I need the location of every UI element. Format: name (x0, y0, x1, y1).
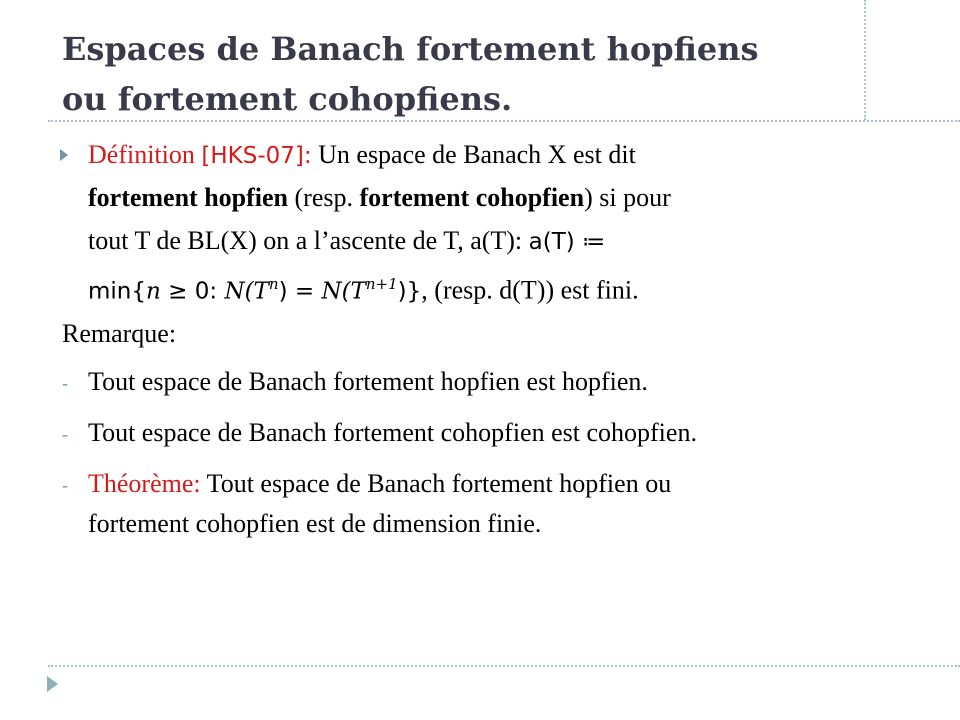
definition-line-2 (88, 182, 671, 214)
term-strongly-cohopfian: fortement cohopfien (359, 183, 585, 212)
definition-text-1: Un espace de Banach X est dit (311, 140, 636, 169)
math-min: min{ (88, 278, 147, 305)
definition-reference: [HKS-07]: (201, 143, 312, 169)
remark-item-1: Tout espace de Banach fortement hopfien est hopfien. (88, 367, 648, 396)
definition-line-4 (88, 268, 639, 308)
triangle-bullet-icon (60, 149, 68, 161)
term-strongly-hopfian: fortement hopfien (88, 183, 289, 212)
math-n: n (146, 278, 161, 305)
theorem-line-2: fortement cohopfien est de dimension finie. (88, 509, 542, 538)
title-line-2: ou fortement cohopfiens. (62, 80, 513, 118)
top-dotted-divider (48, 120, 960, 122)
dash-bullet-icon: - (62, 475, 68, 495)
math-equals: ) = (278, 278, 322, 305)
definition-text-4: tout T de BL(X) on a l’ascente de T, a(T): (88, 226, 529, 255)
definition-label: Définition (88, 140, 202, 169)
math-N-1: N (224, 278, 245, 305)
bottom-dotted-divider (48, 665, 960, 667)
theorem-line-1 (88, 468, 671, 500)
math-T-2: (T (341, 278, 366, 305)
dash-bullet-icon: - (62, 373, 68, 393)
title-line-1: Espaces de Banach fortement hopfiens (62, 30, 759, 68)
slide-title (62, 24, 922, 124)
definition-text-3: ) si pour (584, 183, 671, 212)
math-close: )} (397, 278, 422, 305)
remark-item-2: Tout espace de Banach fortement cohopfien est cohopfien. (88, 418, 697, 447)
definition-text-2: (resp. (288, 183, 360, 212)
dash-bullet-icon: - (62, 424, 68, 444)
definition-line-1 (88, 139, 636, 172)
math-geq: ≥ 0: (160, 278, 225, 305)
definition-line-3 (88, 225, 605, 258)
math-T-1: (T (244, 278, 269, 305)
definition-tail: , (resp. d(T)) est fini. (421, 275, 639, 305)
math-exponent-2: n+1 (365, 275, 398, 293)
math-ascent: a(T) ≔ (528, 229, 606, 255)
remark-label: Remarque: (62, 319, 177, 348)
theorem-label: Théorème: (88, 469, 201, 498)
slide-marker-icon (47, 676, 58, 692)
vertical-dotted-divider (864, 0, 866, 120)
theorem-text-1: Tout espace de Banach fortement hopfien ou (200, 469, 672, 498)
math-N-2: N (321, 278, 342, 305)
math-exponent-1: n (268, 275, 279, 293)
